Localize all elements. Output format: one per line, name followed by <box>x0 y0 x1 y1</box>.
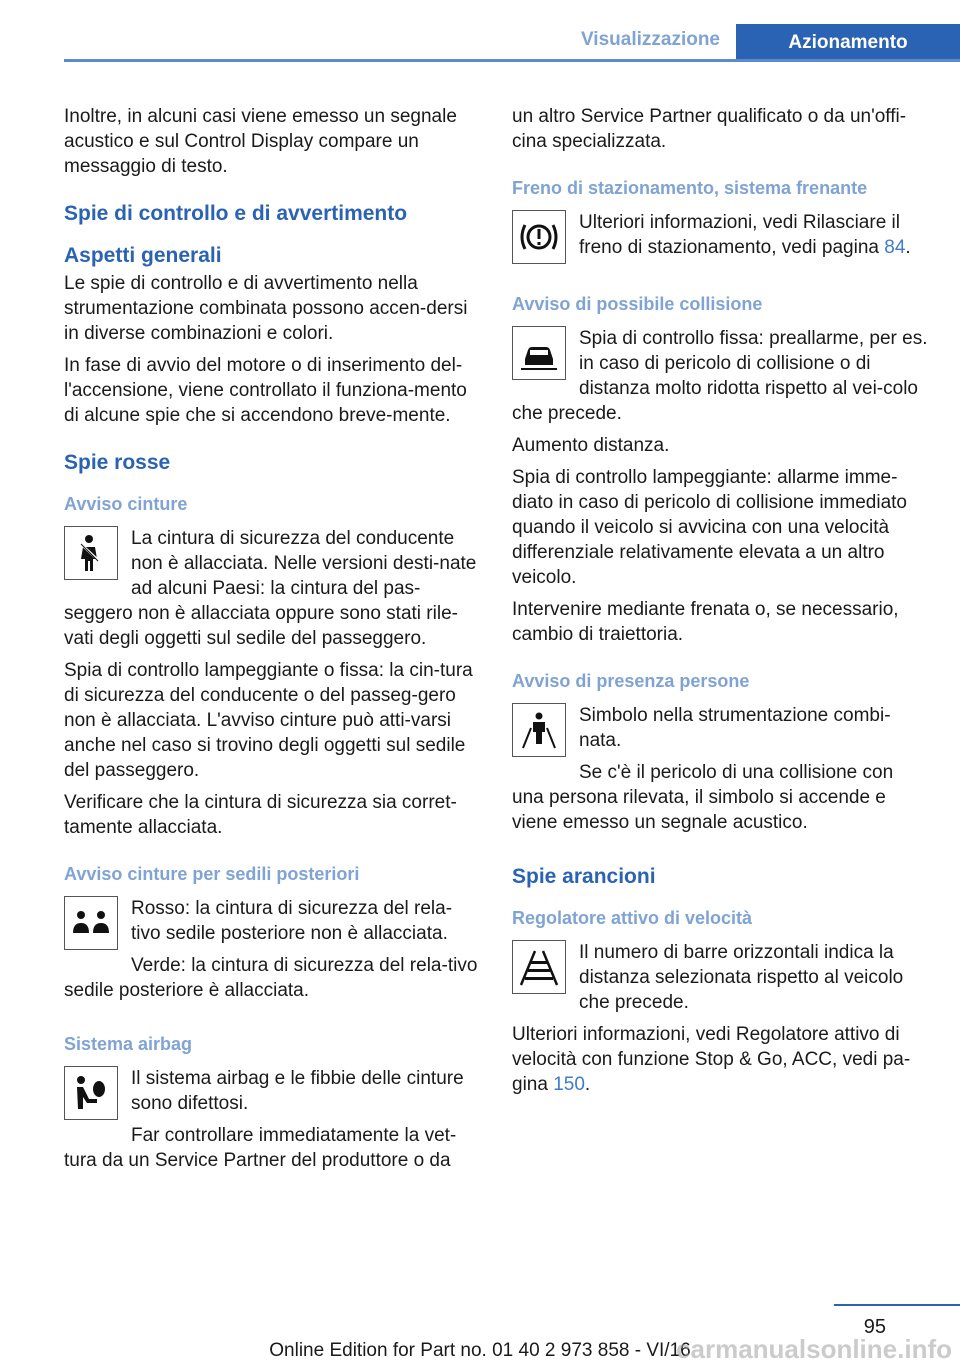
rear-seatbelt-icon <box>64 896 118 950</box>
collision-car-icon <box>512 326 566 380</box>
right-column <box>512 104 928 1104</box>
left-column <box>64 104 478 1180</box>
collision-paragraph-1: Spia di controllo fissa: preallarme, per es. in caso di pericolo di collisione o di distanza molto ridotta rispetto al vei-colo che precede. <box>512 328 928 424</box>
brake-entry <box>512 210 928 260</box>
collision-paragraph-4: Intervenire mediante frenata o, se necessario, cambio di traiettoria. <box>512 599 899 645</box>
pedestrian-icon <box>512 703 566 757</box>
general-paragraph-1: Le spie di controllo e di avvertimento nella strumentazione combinata possono accen-dersi in diverse combinazioni e colori. <box>64 273 468 344</box>
heading-airbag: Sistema airbag <box>64 1034 193 1054</box>
page-link-84[interactable]: 84 <box>884 237 906 258</box>
acc-distance-icon <box>512 940 566 994</box>
rear-belt-entry <box>64 896 478 1003</box>
edition-text: Online Edition for Part no. 01 40 2 973 858 - VI/16 <box>269 1340 691 1361</box>
pedestrian-entry <box>512 703 928 835</box>
heading-parking-brake: Freno di stazionamento, sistema frenante <box>512 178 868 198</box>
chapter-tab: Azionamento <box>736 24 960 62</box>
brake-paragraph: Ulteriori informazioni, vedi Rilasciare il freno di stazionamento, vedi pagina <box>579 212 900 258</box>
heading-belt-warning: Avviso cinture <box>64 494 188 514</box>
acc-paragraph-2-end: . <box>584 1074 591 1095</box>
heading-pedestrian-warning: Avviso di presenza persone <box>512 671 750 691</box>
airbag-entry <box>64 1066 478 1173</box>
collision-paragraph-2: Aumento distanza. <box>512 435 670 456</box>
general-paragraph-2: In fase di avvio del motore o di inserimento del-l'accensione, viene controllato il funziona-mento di alcune spie che si accendono breve-mente. <box>64 355 467 426</box>
footer-rule <box>834 1304 960 1306</box>
heading-orange-lights: Spie arancioni <box>512 865 656 888</box>
heading-collision-warning: Avviso di possibile collisione <box>512 294 763 314</box>
rear-paragraph-1: Rosso: la cintura di sicurezza del rela-tivo sedile posteriore non è allacciata. <box>131 898 453 944</box>
watermark: carmanualsonline.info <box>676 1334 952 1364</box>
section-label: Visualizzazione <box>580 29 720 50</box>
page-number: 95 <box>863 1316 886 1338</box>
belt-paragraph-2: Spia di controllo lampeggiante o fissa: la cin-tura di sicurezza del conducente o del passeg-gero non è allacciata. L'avviso cinture può atti-varsi anche nel caso si trovino degli oggetti sul sedile del passeggero. <box>64 660 473 781</box>
collision-paragraph-3: Spia di controllo lampeggiante: allarme imme-diato in caso di pericolo di collisione immediato quando il veicolo si avvicina con una velocità differenziale relativamente elevata a un altro veicolo. <box>512 467 907 588</box>
acc-paragraph-1: Il numero di barre orizzontali indica la distanza selezionata rispetto al veicolo che precede. <box>579 942 904 1013</box>
continued-text: un altro Service Partner qualificato o da un'offi-cina specializzata. <box>512 106 907 152</box>
brake-paragraph-end: . <box>905 237 911 258</box>
airbag-paragraph-1: Il sistema airbag e le fibbie delle cinture sono difettosi. <box>131 1068 464 1114</box>
heading-general: Aspetti generali <box>64 244 222 267</box>
acc-entry <box>512 940 928 1015</box>
page-header <box>64 24 960 62</box>
intro-text: Inoltre, in alcuni casi viene emesso un segnale acustico e sul Control Display compare un messaggio di testo. <box>64 106 457 177</box>
belt-paragraph-3: Verificare che la cintura di sicurezza sia corret-tamente allacciata. <box>64 792 457 838</box>
heading-rear-belt-warning: Avviso cinture per sedili posteriori <box>64 864 360 884</box>
belt-paragraph-1: La cintura di sicurezza del conducente non è allacciata. Nelle versioni desti-nate ad alcuni Paesi: la cintura del pas-seggero non è allacciata oppure sono stati rile-vati degli oggetti sul sedile del passeggero. <box>64 528 477 649</box>
brake-warning-icon <box>512 210 566 264</box>
acc-paragraph-2: Ulteriori informazioni, vedi Regolatore attivo di velocità con funzione Stop & Go, ACC, vedi pa-gina <box>512 1024 911 1095</box>
heading-red-lights: Spie rosse <box>64 451 171 474</box>
airbag-icon <box>64 1066 118 1120</box>
heading-acc: Regolatore attivo di velocità <box>512 908 753 928</box>
rear-paragraph-2: Verde: la cintura di sicurezza del rela-tivo sedile posteriore è allacciata. <box>64 955 478 1001</box>
pedestrian-paragraph-2: Se c'è il pericolo di una collisione con una persona rilevata, il simbolo si accende e viene emesso un segnale acustico. <box>512 762 894 833</box>
header-rule <box>64 59 960 62</box>
heading-warning-lights: Spie di controllo e di avvertimento <box>64 202 408 225</box>
collision-entry <box>512 326 928 426</box>
airbag-paragraph-2: Far controllare immediatamente la vet-tura da un Service Partner del produttore o da <box>64 1125 457 1171</box>
page-link-150[interactable]: 150 <box>553 1074 585 1095</box>
seatbelt-icon <box>64 526 118 580</box>
belt-warning-entry <box>64 526 478 651</box>
pedestrian-paragraph-1: Simbolo nella strumentazione combi-nata. <box>579 705 891 751</box>
